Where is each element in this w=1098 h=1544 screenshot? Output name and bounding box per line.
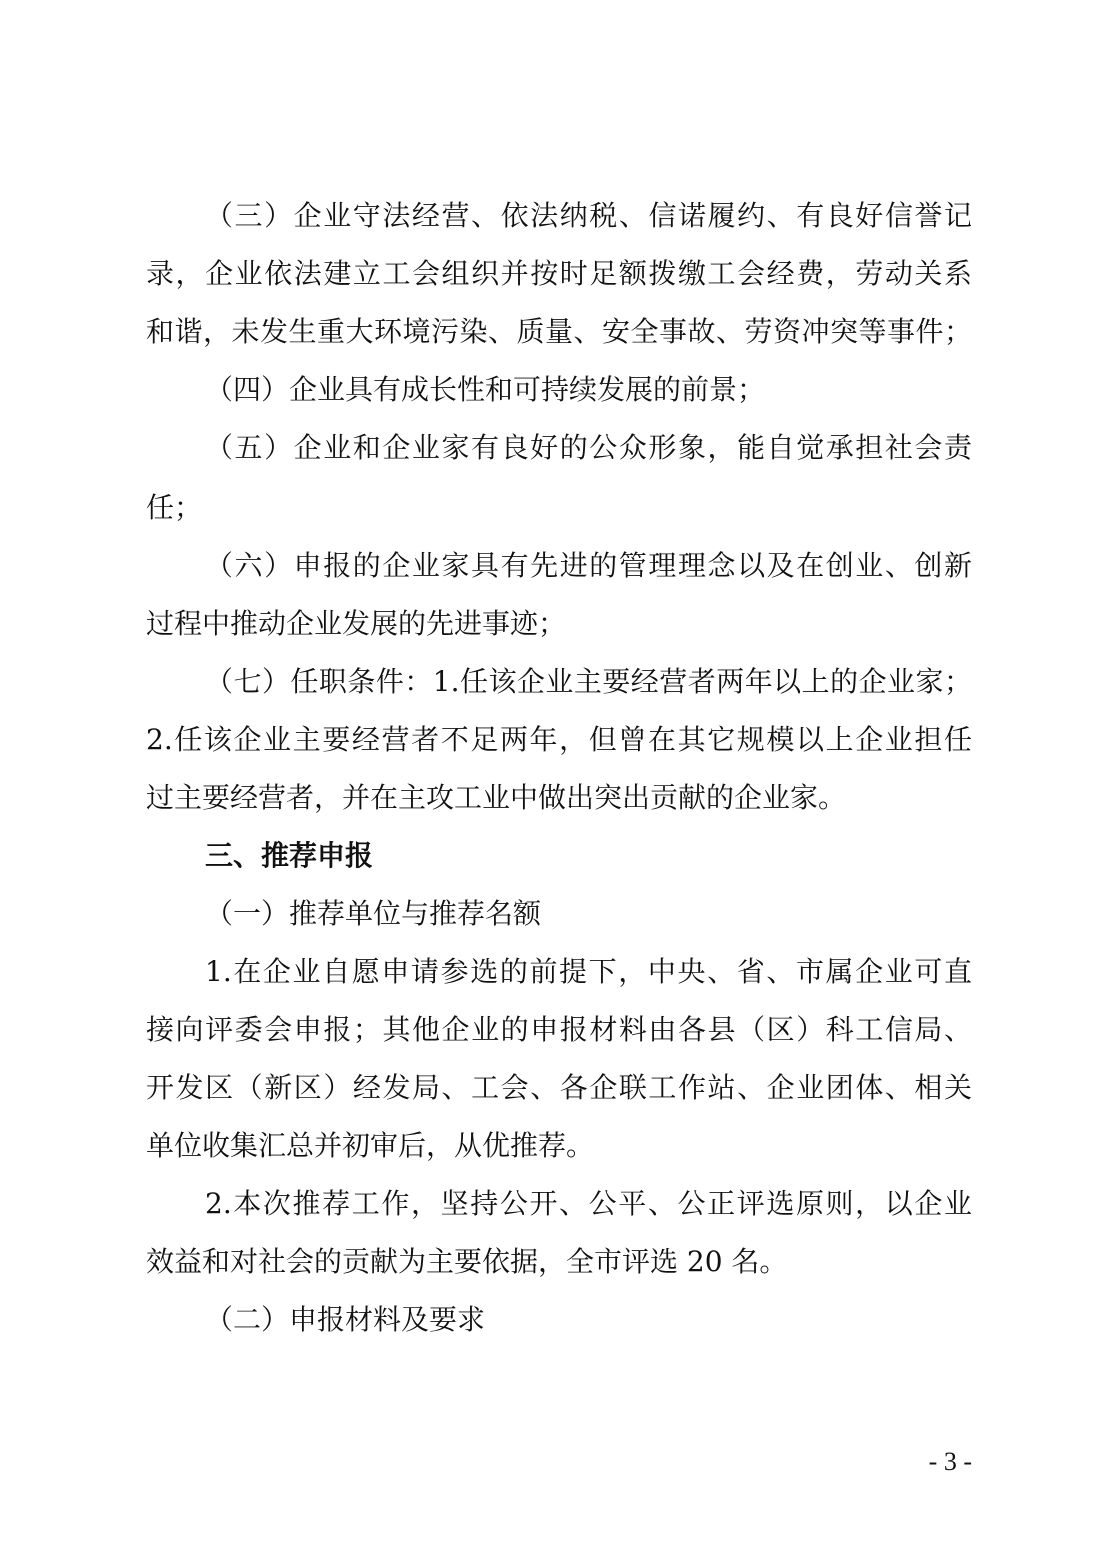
paragraph-line: 任； [146,491,203,524]
paragraph-line: （六）申报的企业家具有先进的管理理念以及在创业、创新 [205,549,972,582]
section-heading: 三、推荐申报 [205,839,374,872]
page-number: - 3 - [928,1447,972,1476]
paragraph-line: （五）企业和企业家有良好的公众形象，能自觉承担社会责 [205,431,972,464]
paragraph-line: 2.本次推荐工作，坚持公开、公平、公正评选原则，以企业 [205,1187,972,1220]
sub-section-title: （二）申报材料及要求 [205,1303,486,1336]
paragraph-line: （三）企业守法经营、依法纳税、信诺履约、有良好信誉记 [205,199,972,232]
paragraph-line: 2.任该企业主要经营者不足两年，但曾在其它规模以上企业担任 [146,723,972,756]
paragraph-line: 1.在企业自愿申请参选的前提下，中央、省、市属企业可直 [205,955,972,988]
paragraph-line: （七）任职条件：1.任该企业主要经营者两年以上的企业家； [205,665,972,698]
sub-section-title: （一）推荐单位与推荐名额 [205,897,542,930]
paragraph-line: 开发区（新区）经发局、工会、各企联工作站、企业团体、相关 [146,1071,972,1104]
paragraph-line: （四）企业具有成长性和可持续发展的前景； [205,373,766,406]
paragraph-line: 和谐，未发生重大环境污染、质量、安全事故、劳资冲突等事件； [146,315,972,348]
paragraph-line: 过程中推动企业发展的先进事迹； [146,607,567,640]
paragraph-line: 接向评委会申报；其他企业的申报材料由各县（区）科工信局、 [146,1013,972,1046]
paragraph-line: 单位收集汇总并初审后，从优推荐。 [146,1129,595,1162]
paragraph-line: 过主要经营者，并在主攻工业中做出突出贡献的企业家。 [146,781,847,814]
paragraph-line: 效益和对社会的贡献为主要依据，全市评选 20 名。 [146,1245,788,1278]
paragraph-line: 录，企业依法建立工会组织并按时足额拨缴工会经费，劳动关系 [146,257,972,290]
